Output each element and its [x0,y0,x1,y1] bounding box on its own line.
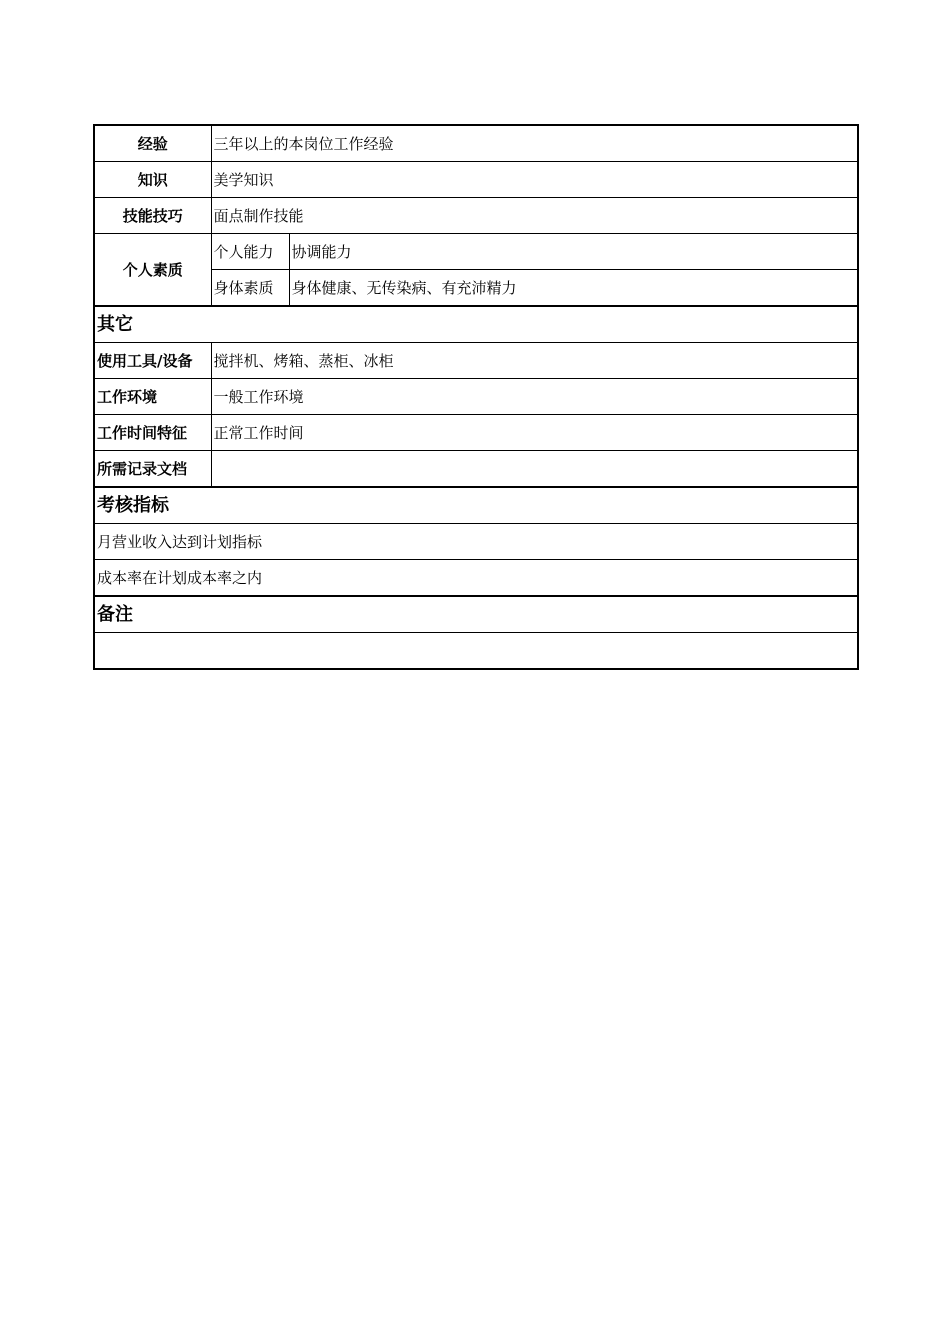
remarks-content [94,633,858,670]
work-time-row [94,415,858,451]
kpi-item: 成本率在计划成本率之内 [94,560,858,597]
skills-row [94,198,858,234]
remarks-content-row [94,633,858,670]
physical-quality-value: 身体健康、无传染病、有充沛精力 [289,270,858,307]
kpi-section-row [94,487,858,524]
other-section-title: 其它 [94,306,858,343]
personal-quality-label: 个人素质 [94,234,211,307]
skills-value: 面点制作技能 [211,198,858,234]
personal-ability-label: 个人能力 [211,234,289,270]
kpi-item: 月营业收入达到计划指标 [94,524,858,560]
kpi-item-row [94,524,858,560]
job-description-table [93,124,859,670]
work-time-label: 工作时间特征 [94,415,211,451]
tools-label: 使用工具/设备 [94,343,211,379]
remarks-section-row [94,596,858,633]
environment-row [94,379,858,415]
kpi-section-title: 考核指标 [94,487,858,524]
kpi-item-row [94,560,858,597]
job-description-page [93,124,857,670]
personal-ability-row [94,234,858,270]
environment-value: 一般工作环境 [211,379,858,415]
remarks-section-title: 备注 [94,596,858,633]
knowledge-value: 美学知识 [211,162,858,198]
knowledge-label: 知识 [94,162,211,198]
records-value [211,451,858,488]
skills-label: 技能技巧 [94,198,211,234]
personal-ability-value: 协调能力 [289,234,858,270]
experience-label: 经验 [94,125,211,162]
records-label: 所需记录文档 [94,451,211,488]
records-row [94,451,858,488]
tools-row [94,343,858,379]
environment-label: 工作环境 [94,379,211,415]
work-time-value: 正常工作时间 [211,415,858,451]
experience-row [94,125,858,162]
experience-value: 三年以上的本岗位工作经验 [211,125,858,162]
knowledge-row [94,162,858,198]
tools-value: 搅拌机、烤箱、蒸柜、冰柜 [211,343,858,379]
other-section-row [94,306,858,343]
physical-quality-label: 身体素质 [211,270,289,307]
